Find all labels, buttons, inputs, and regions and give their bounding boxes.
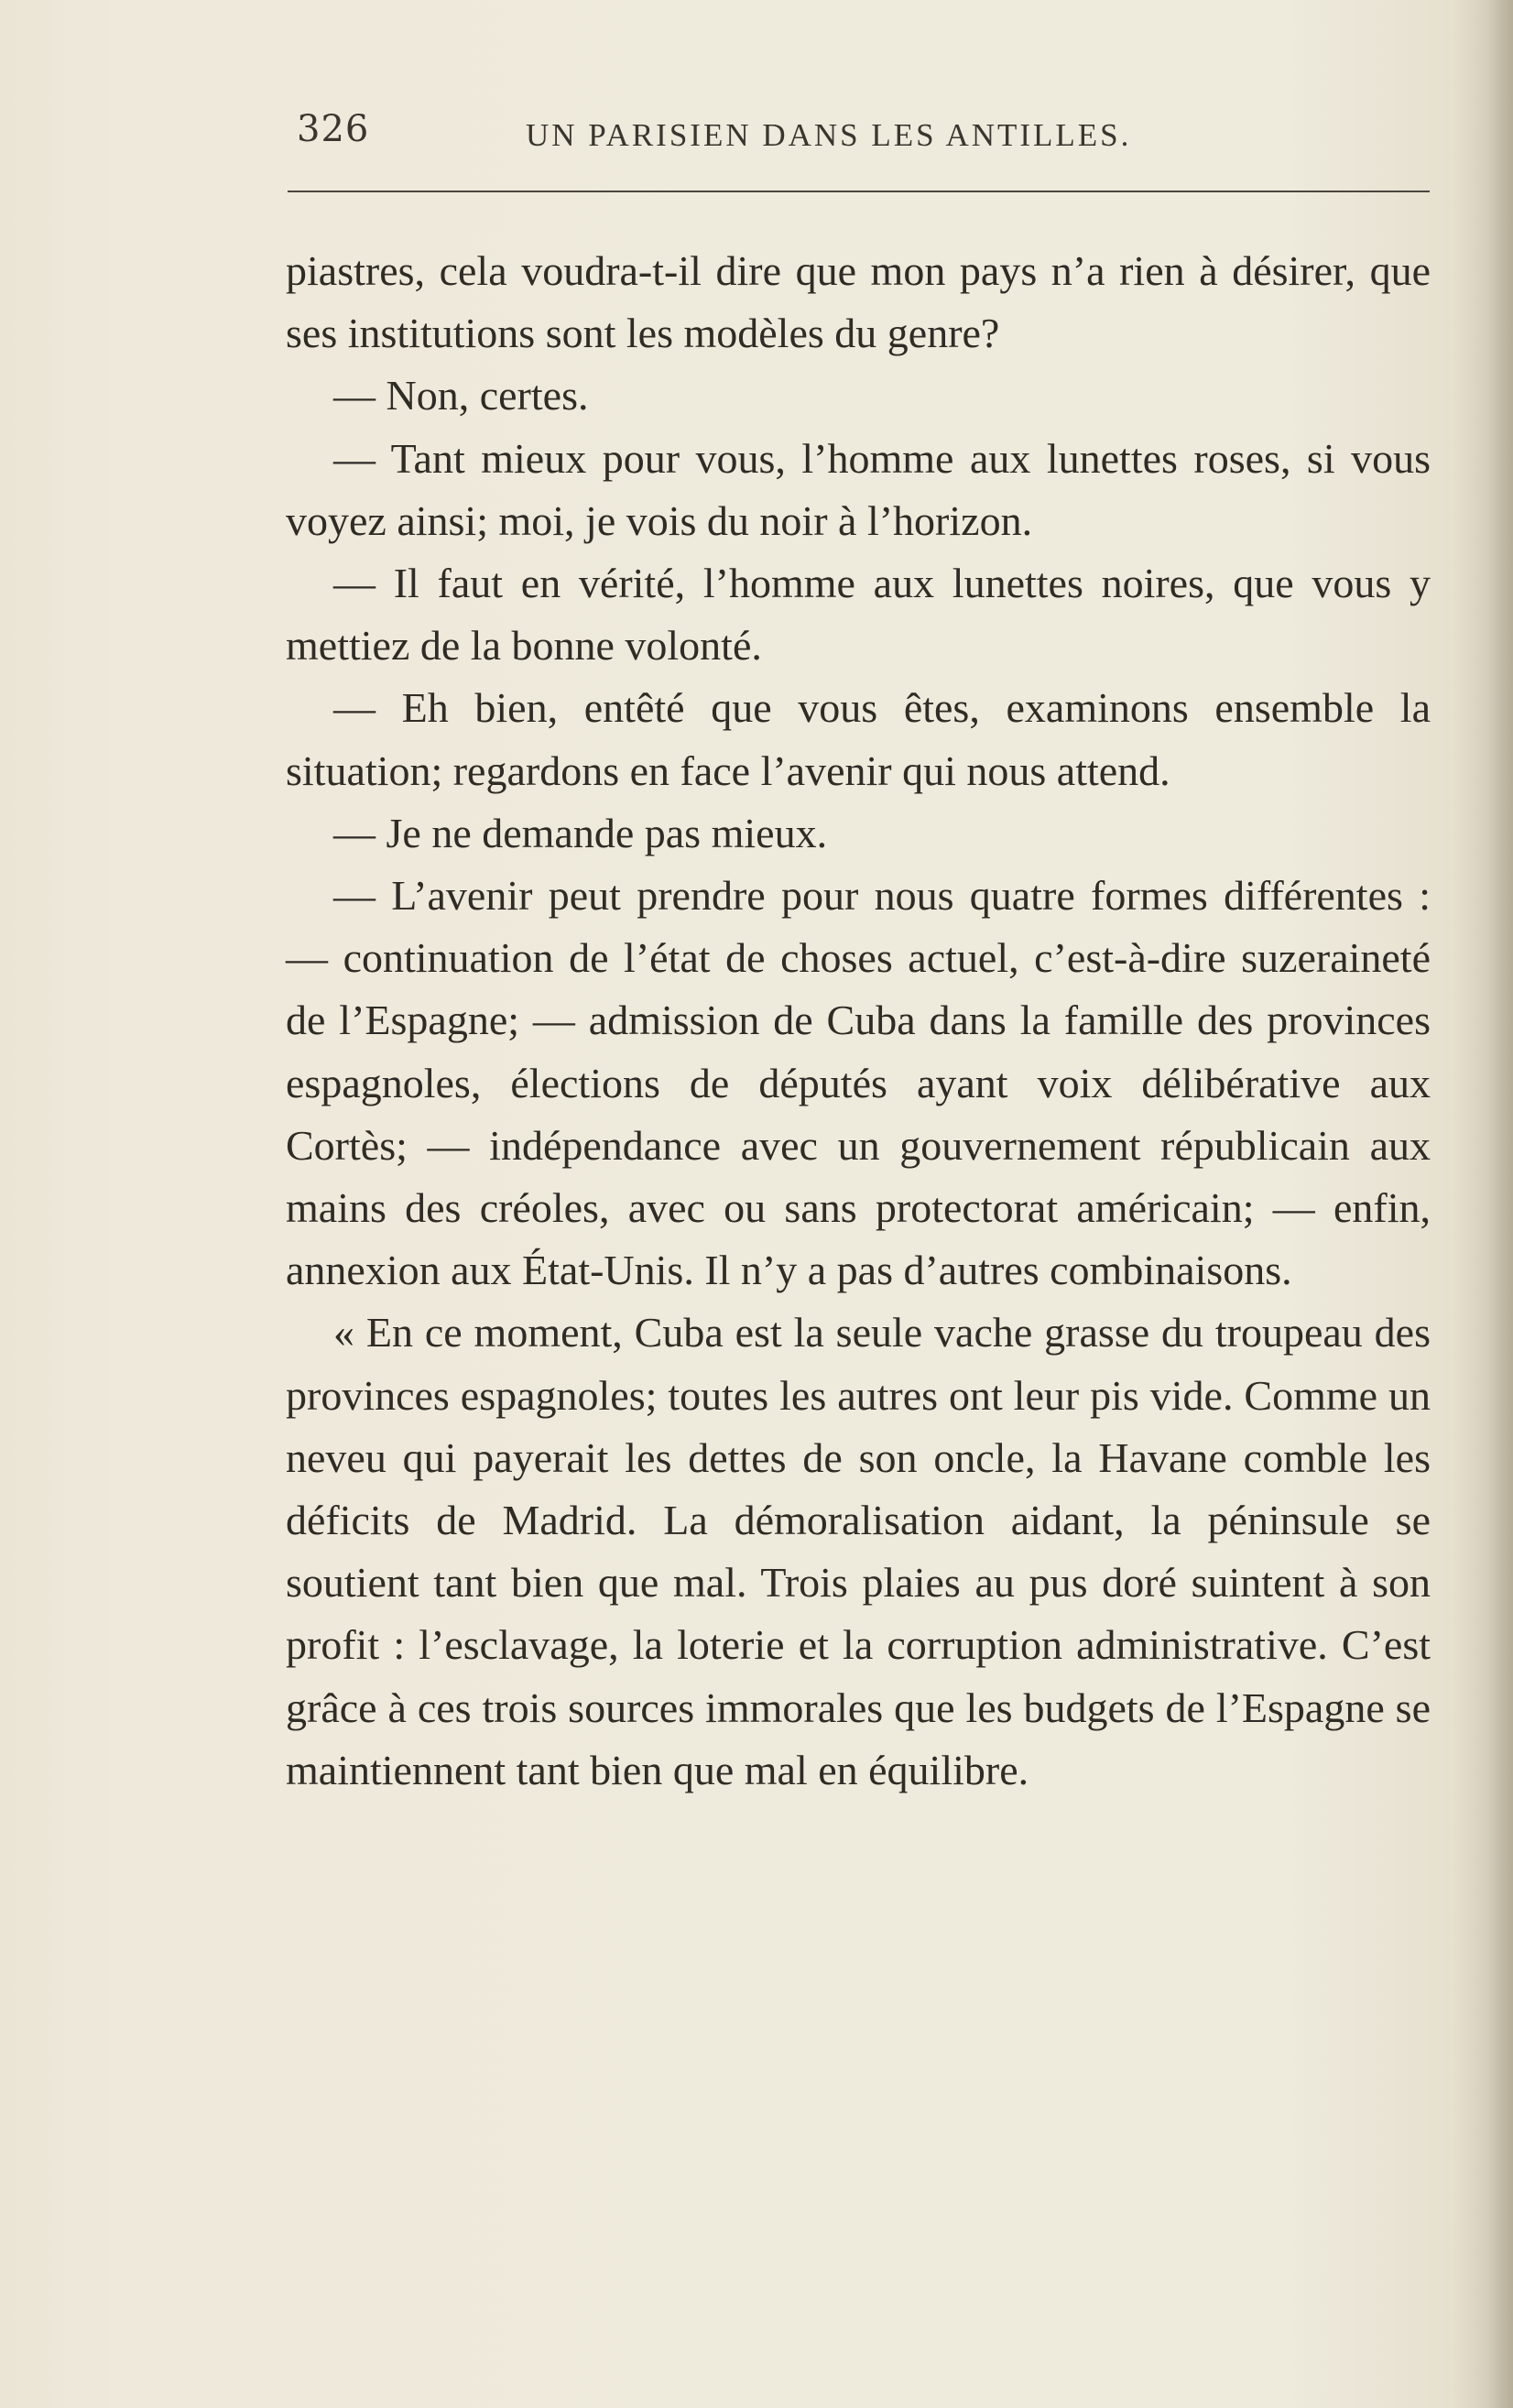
paragraph: — Il faut en vérité, l’homme aux lunettes noires, que vous y mettiez de la bonne volonté. <box>286 560 1431 670</box>
body-text <box>286 240 1431 1802</box>
paragraph: — Eh bien, entêté que vous êtes, examinons ensemble la situation; regardons en face l’avenir qui nous attend. <box>286 684 1431 794</box>
page-number: 326 <box>297 108 370 150</box>
paragraph: — Je ne demande pas mieux. <box>333 809 828 856</box>
header-rule <box>288 191 1430 192</box>
paragraph: « En ce moment, Cuba est la seule vache grasse du troupeau des provinces espagnoles; toutes les autres ont leur pis vide. Comme un neveu qui payerait les dettes de son oncle, la Havane comble les déficits de Madrid. La démoralisation aidant, la péninsule se soutient tant bien que mal. Trois plaies au pus doré suintent à son profit : l’esclavage, la loterie et la corruption administrative. C’est grâce à ces trois sources immorales que les budgets de l’Espagne se maintiennent tant bien que mal en équilibre. <box>286 1309 1431 1793</box>
page-edge-shadow <box>1487 0 1513 2408</box>
paragraph: piastres, cela voudra-t-il dire que mon pays n’a rien à désirer, que ses institutions sont les modèles du genre? <box>286 247 1431 357</box>
paragraph: — L’avenir peut prendre pour nous quatre formes différentes : — continuation de l’état de choses actuel, c’est-à-dire suzeraineté de l’Espagne; — admission de Cuba dans la famille des provinces espagnoles, élections de députés ayant voix délibérative aux Cortès; — indépendance avec un gouvernement républicain aux mains des créoles, avec ou sans protectorat américain; — enfin, annexion aux État-Unis. Il n’y a pas d’autres combinaisons. <box>286 872 1431 1294</box>
paragraph: — Non, certes. <box>333 372 589 419</box>
paragraph: — Tant mieux pour vous, l’homme aux lunettes roses, si vous voyez ainsi; moi, je vois du noir à l’horizon. <box>286 434 1431 544</box>
running-title: UN PARISIEN DANS LES ANTILLES. <box>526 117 1132 153</box>
